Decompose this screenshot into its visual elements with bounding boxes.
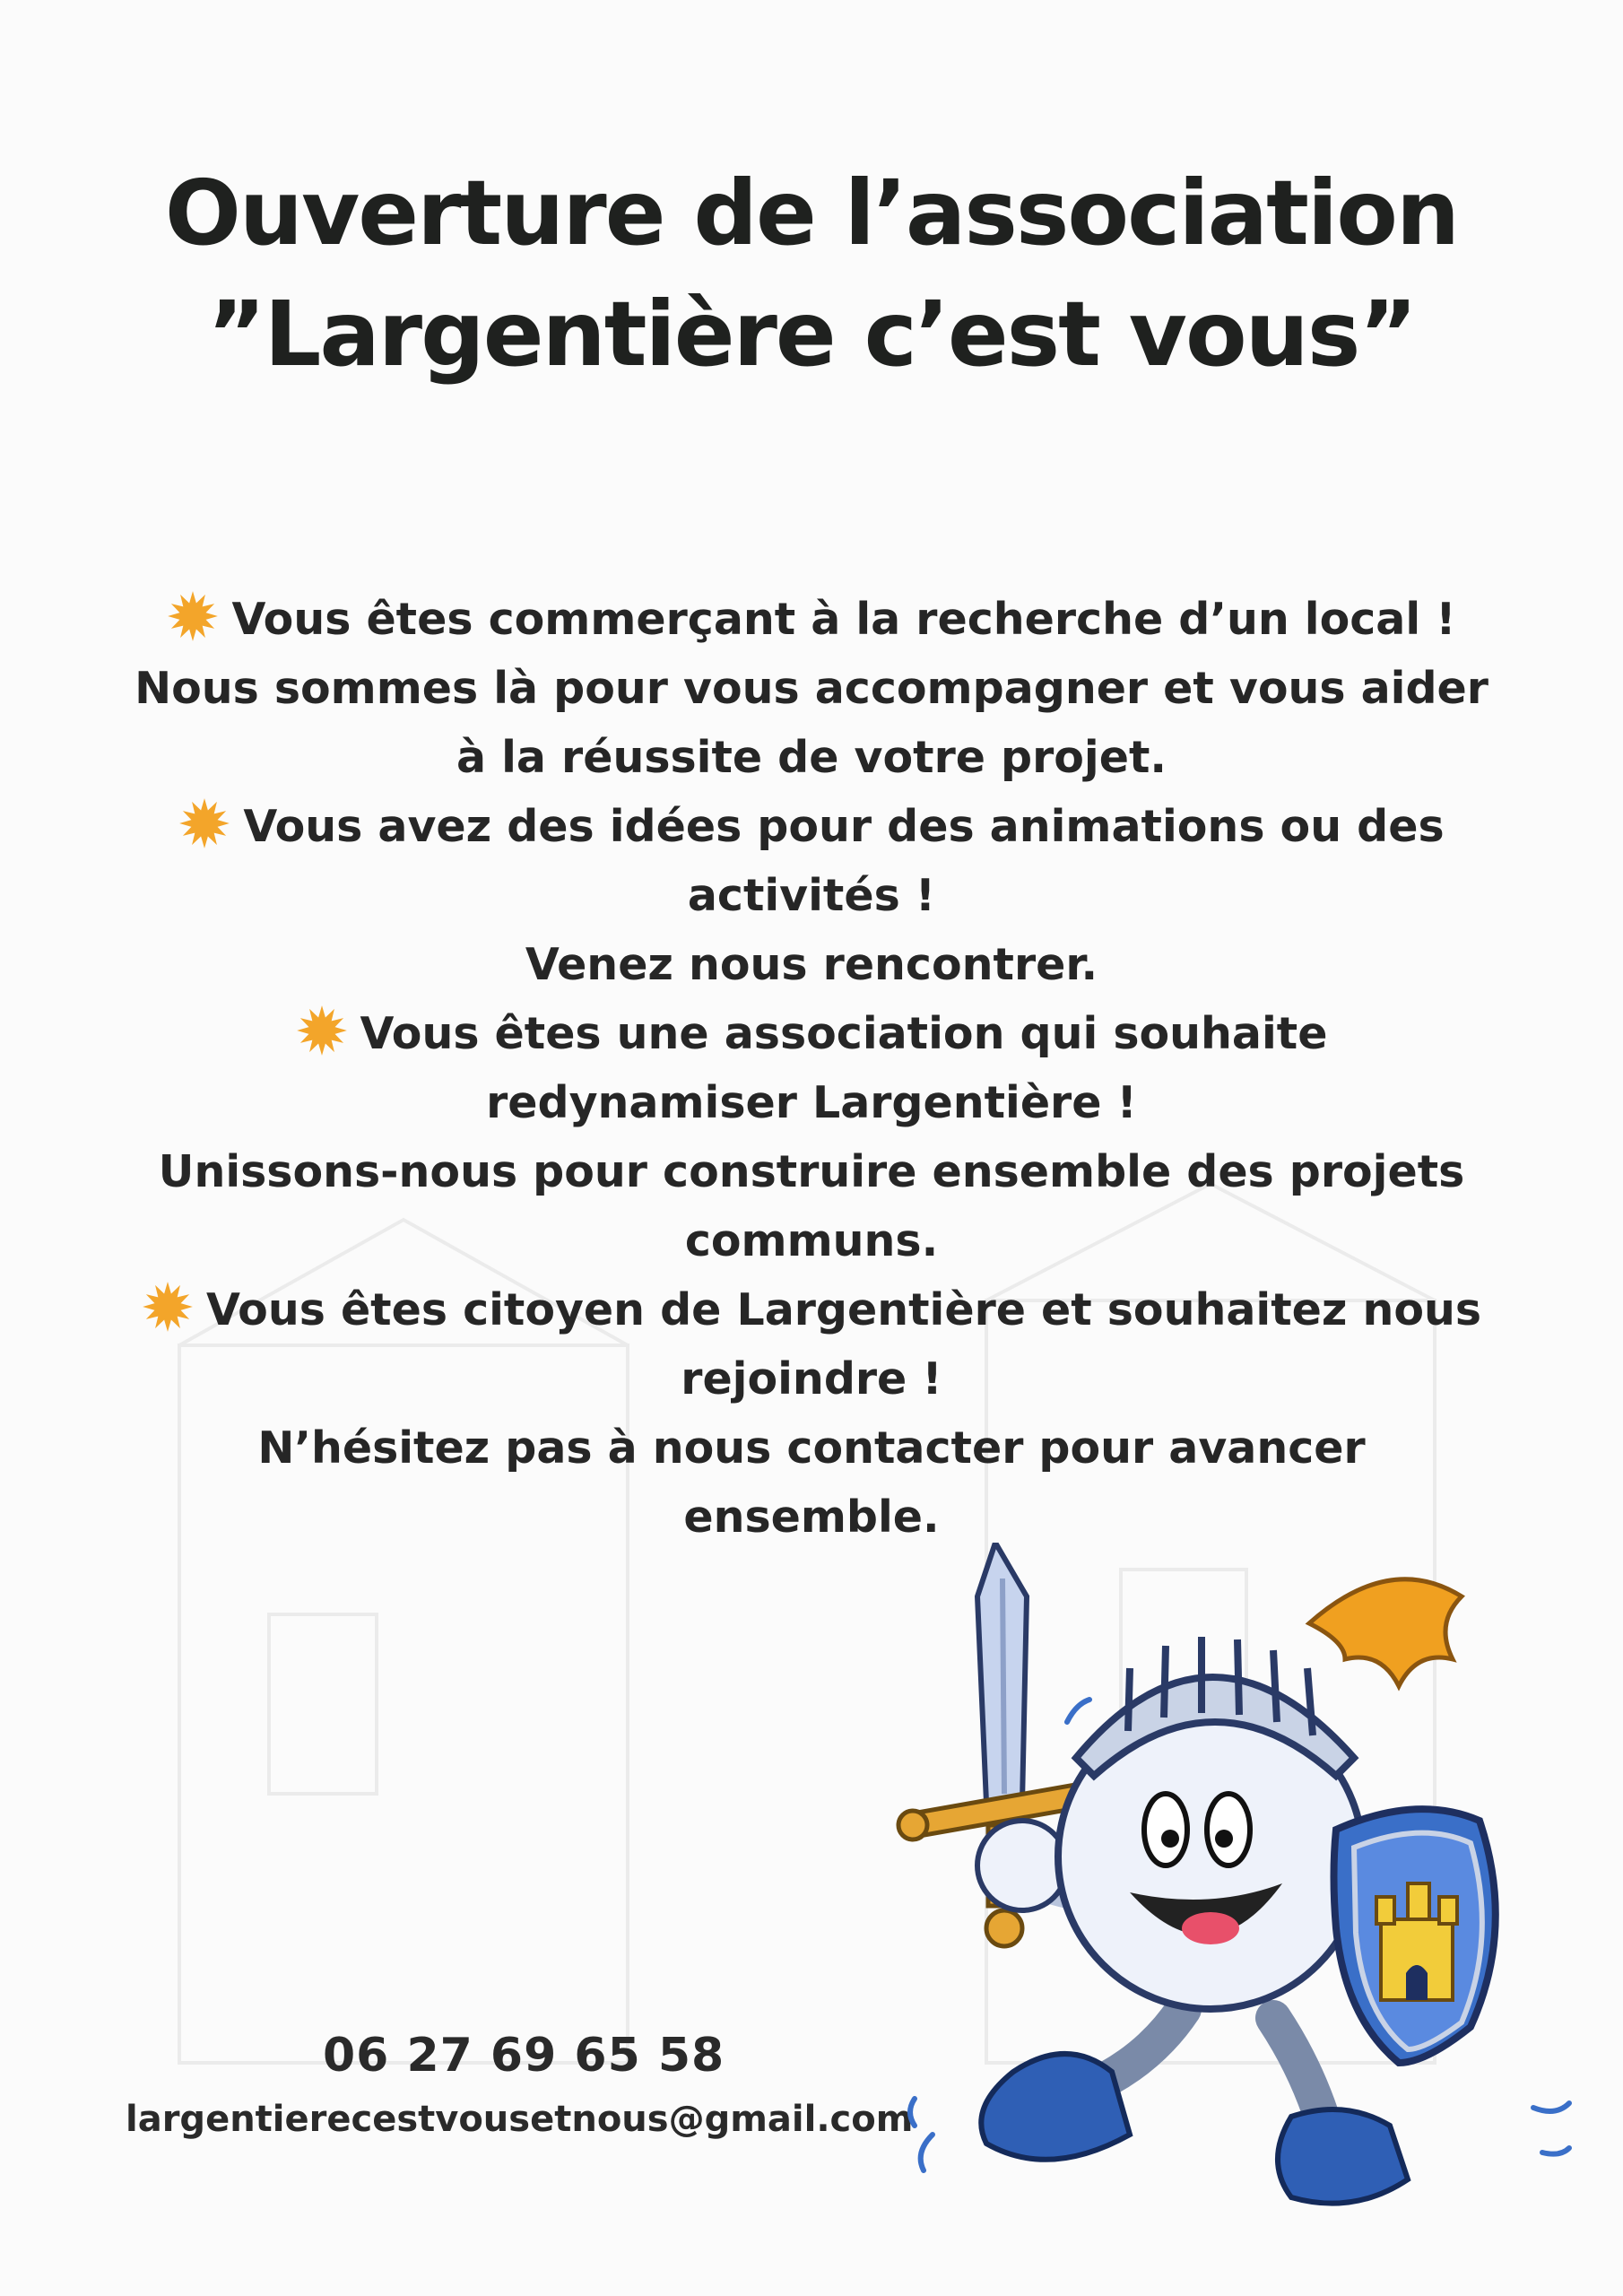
title-line-1: Ouverture de l’association [164,161,1459,265]
body-line-text: redynamiser Largentière ! [486,1077,1137,1128]
body-line-text: N’hésitez pas à nous contacter pour avancer [257,1422,1366,1474]
body-line [108,999,1515,1068]
body-line-text: Vous êtes commerçant à la recherche d’un local ! [231,594,1456,645]
star-icon [142,1281,194,1333]
page-title [0,152,1623,395]
body-line-text: Vous êtes une association qui souhaite [360,1008,1328,1059]
message-body [108,585,1515,1552]
star-icon [178,797,230,849]
body-line [108,1275,1515,1344]
phone-number: 06 27 69 65 58 [323,2029,725,2083]
body-line-text: activités ! [687,870,936,921]
body-line [108,654,1515,723]
body-line [108,792,1515,861]
email-address: largentierecestvousetnous@gmail.com [126,2099,914,2140]
body-line [108,1483,1515,1552]
title-line-2: ”Largentière c’est vous” [206,282,1417,387]
body-line [108,1068,1515,1137]
body-line-text: Venez nous rencontrer. [525,939,1098,990]
star-icon [167,590,219,642]
body-line-text: Unissons-nous pour construire ensemble des projets [158,1146,1465,1197]
body-line [108,585,1515,654]
body-line [108,1344,1515,1413]
star-icon [296,1004,348,1057]
body-line-text: ensemble. [683,1492,940,1543]
body-line [108,1413,1515,1483]
body-line-text: Nous sommes là pour vous accompagner et vous aider [135,663,1488,714]
body-line-text: rejoindre ! [681,1353,942,1405]
knight-mascot-icon [888,1543,1587,2242]
body-line [108,723,1515,792]
body-line-text: communs. [684,1215,939,1266]
body-line-text: à la réussite de votre projet. [456,732,1167,783]
body-line [108,1206,1515,1275]
body-line [108,930,1515,999]
body-line [108,1137,1515,1206]
body-line-text: Vous êtes citoyen de Largentière et souhaitez nous [205,1284,1482,1335]
body-line [108,861,1515,930]
body-line-text: Vous avez des idées pour des animations ou des [243,801,1445,852]
